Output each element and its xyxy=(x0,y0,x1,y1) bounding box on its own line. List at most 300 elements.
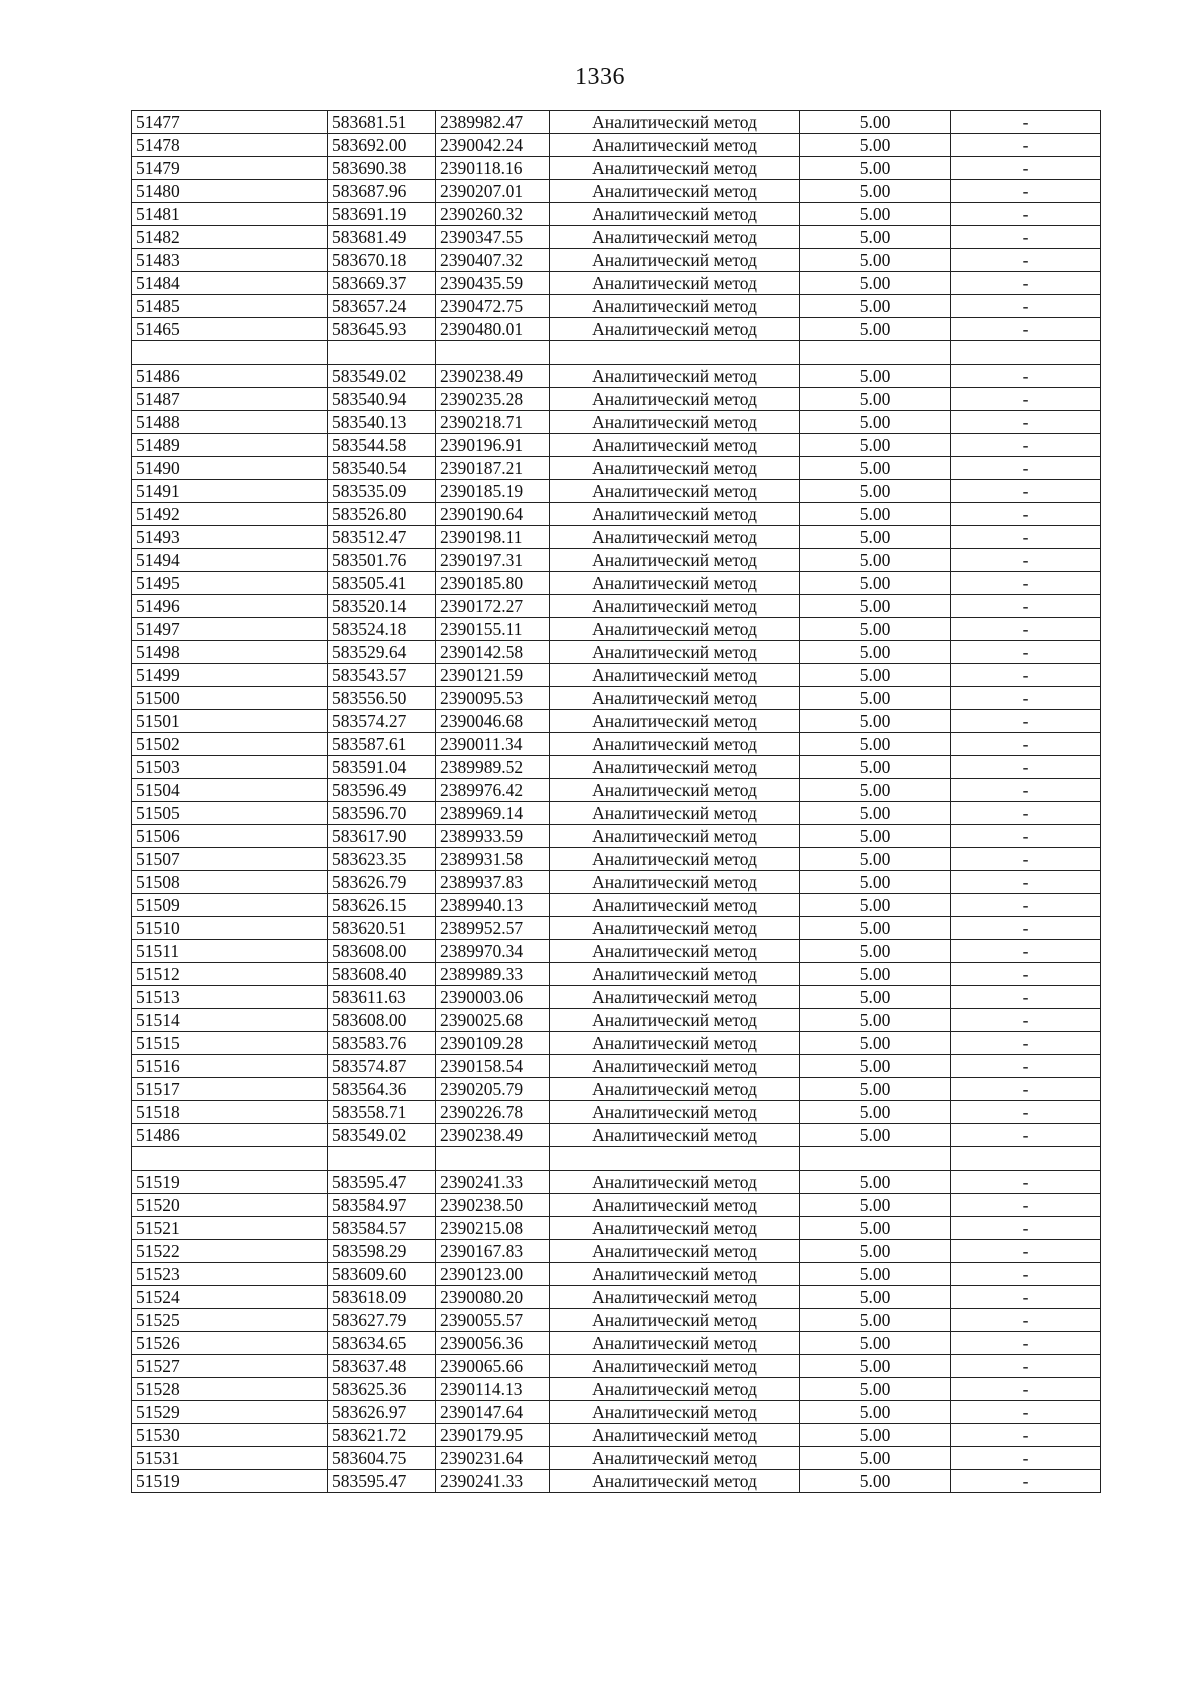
y-coordinate-cell: 2390109.28 xyxy=(436,1032,550,1055)
y-coordinate-cell: 2389952.57 xyxy=(436,917,550,940)
accuracy-cell: 5.00 xyxy=(800,1078,951,1101)
point-id-cell: 51488 xyxy=(132,411,328,434)
x-coordinate-cell: 583558.71 xyxy=(328,1101,436,1124)
y-coordinate-cell: 2390215.08 xyxy=(436,1217,550,1240)
table-row xyxy=(132,779,1101,802)
accuracy-cell: 5.00 xyxy=(800,1124,951,1147)
y-coordinate-cell: 2389989.33 xyxy=(436,963,550,986)
x-coordinate-cell: 583626.15 xyxy=(328,894,436,917)
method-cell: Аналитический метод xyxy=(550,963,800,986)
y-coordinate-cell: 2390080.20 xyxy=(436,1286,550,1309)
note-cell: - xyxy=(951,203,1101,226)
y-coordinate-cell: 2389969.14 xyxy=(436,802,550,825)
method-cell: Аналитический метод xyxy=(550,986,800,1009)
method-cell: Аналитический метод xyxy=(550,940,800,963)
empty-cell xyxy=(436,1147,550,1171)
y-coordinate-cell: 2390046.68 xyxy=(436,710,550,733)
method-cell: Аналитический метод xyxy=(550,1447,800,1470)
accuracy-cell: 5.00 xyxy=(800,411,951,434)
x-coordinate-cell: 583609.60 xyxy=(328,1263,436,1286)
accuracy-cell: 5.00 xyxy=(800,1424,951,1447)
y-coordinate-cell: 2390025.68 xyxy=(436,1009,550,1032)
method-cell: Аналитический метод xyxy=(550,157,800,180)
page-number: 1336 xyxy=(575,64,625,90)
point-id-cell: 51530 xyxy=(132,1424,328,1447)
x-coordinate-cell: 583617.90 xyxy=(328,825,436,848)
point-id-cell: 51491 xyxy=(132,480,328,503)
y-coordinate-cell: 2390238.49 xyxy=(436,365,550,388)
x-coordinate-cell: 583626.79 xyxy=(328,871,436,894)
x-coordinate-cell: 583544.58 xyxy=(328,434,436,457)
method-cell: Аналитический метод xyxy=(550,1286,800,1309)
x-coordinate-cell: 583669.37 xyxy=(328,272,436,295)
y-coordinate-cell: 2390055.57 xyxy=(436,1309,550,1332)
empty-cell xyxy=(132,1147,328,1171)
x-coordinate-cell: 583584.57 xyxy=(328,1217,436,1240)
y-coordinate-cell: 2389970.34 xyxy=(436,940,550,963)
note-cell: - xyxy=(951,848,1101,871)
point-id-cell: 51525 xyxy=(132,1309,328,1332)
accuracy-cell: 5.00 xyxy=(800,1217,951,1240)
point-id-cell: 51528 xyxy=(132,1378,328,1401)
y-coordinate-cell: 2390155.11 xyxy=(436,618,550,641)
point-id-cell: 51527 xyxy=(132,1355,328,1378)
method-cell: Аналитический метод xyxy=(550,687,800,710)
x-coordinate-cell: 583608.00 xyxy=(328,940,436,963)
accuracy-cell: 5.00 xyxy=(800,388,951,411)
table-row xyxy=(132,480,1101,503)
table-row xyxy=(132,963,1101,986)
accuracy-cell: 5.00 xyxy=(800,618,951,641)
x-coordinate-cell: 583526.80 xyxy=(328,503,436,526)
x-coordinate-cell: 583535.09 xyxy=(328,480,436,503)
x-coordinate-cell: 583574.27 xyxy=(328,710,436,733)
x-coordinate-cell: 583681.49 xyxy=(328,226,436,249)
table-row xyxy=(132,1055,1101,1078)
separator-row xyxy=(132,1147,1101,1171)
point-id-cell: 51518 xyxy=(132,1101,328,1124)
y-coordinate-cell: 2389931.58 xyxy=(436,848,550,871)
x-coordinate-cell: 583608.40 xyxy=(328,963,436,986)
method-cell: Аналитический метод xyxy=(550,848,800,871)
x-coordinate-cell: 583595.47 xyxy=(328,1470,436,1493)
note-cell: - xyxy=(951,1401,1101,1424)
point-id-cell: 51508 xyxy=(132,871,328,894)
method-cell: Аналитический метод xyxy=(550,1309,800,1332)
accuracy-cell: 5.00 xyxy=(800,710,951,733)
point-id-cell: 51498 xyxy=(132,641,328,664)
accuracy-cell: 5.00 xyxy=(800,802,951,825)
x-coordinate-cell: 583583.76 xyxy=(328,1032,436,1055)
note-cell: - xyxy=(951,411,1101,434)
point-id-cell: 51494 xyxy=(132,549,328,572)
method-cell: Аналитический метод xyxy=(550,526,800,549)
note-cell: - xyxy=(951,1309,1101,1332)
accuracy-cell: 5.00 xyxy=(800,157,951,180)
note-cell: - xyxy=(951,549,1101,572)
note-cell: - xyxy=(951,687,1101,710)
point-id-cell: 51493 xyxy=(132,526,328,549)
empty-cell xyxy=(328,1147,436,1171)
y-coordinate-cell: 2390238.50 xyxy=(436,1194,550,1217)
accuracy-cell: 5.00 xyxy=(800,986,951,1009)
note-cell: - xyxy=(951,733,1101,756)
note-cell: - xyxy=(951,618,1101,641)
note-cell: - xyxy=(951,457,1101,480)
y-coordinate-cell: 2390241.33 xyxy=(436,1470,550,1493)
x-coordinate-cell: 583584.97 xyxy=(328,1194,436,1217)
x-coordinate-cell: 583598.29 xyxy=(328,1240,436,1263)
point-id-cell: 51511 xyxy=(132,940,328,963)
empty-cell xyxy=(951,1147,1101,1171)
point-id-cell: 51480 xyxy=(132,180,328,203)
x-coordinate-cell: 583549.02 xyxy=(328,365,436,388)
note-cell: - xyxy=(951,480,1101,503)
empty-cell xyxy=(550,1147,800,1171)
point-id-cell: 51526 xyxy=(132,1332,328,1355)
y-coordinate-cell: 2390121.59 xyxy=(436,664,550,687)
x-coordinate-cell: 583604.75 xyxy=(328,1447,436,1470)
x-coordinate-cell: 583657.24 xyxy=(328,295,436,318)
accuracy-cell: 5.00 xyxy=(800,549,951,572)
point-id-cell: 51531 xyxy=(132,1447,328,1470)
accuracy-cell: 5.00 xyxy=(800,779,951,802)
method-cell: Аналитический метод xyxy=(550,295,800,318)
table-row xyxy=(132,1470,1101,1493)
table-row xyxy=(132,503,1101,526)
table-row xyxy=(132,687,1101,710)
coordinates-table-body xyxy=(132,111,1101,1493)
note-cell: - xyxy=(951,1424,1101,1447)
method-cell: Аналитический метод xyxy=(550,1470,800,1493)
y-coordinate-cell: 2389937.83 xyxy=(436,871,550,894)
accuracy-cell: 5.00 xyxy=(800,203,951,226)
note-cell: - xyxy=(951,111,1101,134)
point-id-cell: 51489 xyxy=(132,434,328,457)
note-cell: - xyxy=(951,986,1101,1009)
accuracy-cell: 5.00 xyxy=(800,111,951,134)
point-id-cell: 51497 xyxy=(132,618,328,641)
y-coordinate-cell: 2390158.54 xyxy=(436,1055,550,1078)
x-coordinate-cell: 583596.70 xyxy=(328,802,436,825)
note-cell: - xyxy=(951,180,1101,203)
x-coordinate-cell: 583670.18 xyxy=(328,249,436,272)
point-id-cell: 51507 xyxy=(132,848,328,871)
y-coordinate-cell: 2390472.75 xyxy=(436,295,550,318)
y-coordinate-cell: 2390065.66 xyxy=(436,1355,550,1378)
note-cell: - xyxy=(951,388,1101,411)
note-cell: - xyxy=(951,1124,1101,1147)
point-id-cell: 51495 xyxy=(132,572,328,595)
accuracy-cell: 5.00 xyxy=(800,318,951,341)
point-id-cell: 51483 xyxy=(132,249,328,272)
point-id-cell: 51513 xyxy=(132,986,328,1009)
note-cell: - xyxy=(951,249,1101,272)
method-cell: Аналитический метод xyxy=(550,1171,800,1194)
note-cell: - xyxy=(951,1078,1101,1101)
point-id-cell: 51502 xyxy=(132,733,328,756)
table-row xyxy=(132,733,1101,756)
point-id-cell: 51520 xyxy=(132,1194,328,1217)
note-cell: - xyxy=(951,894,1101,917)
note-cell: - xyxy=(951,226,1101,249)
point-id-cell: 51499 xyxy=(132,664,328,687)
table-row xyxy=(132,1263,1101,1286)
y-coordinate-cell: 2390196.91 xyxy=(436,434,550,457)
table-row xyxy=(132,1424,1101,1447)
y-coordinate-cell: 2389976.42 xyxy=(436,779,550,802)
accuracy-cell: 5.00 xyxy=(800,1470,951,1493)
y-coordinate-cell: 2390185.80 xyxy=(436,572,550,595)
table-row xyxy=(132,641,1101,664)
point-id-cell: 51512 xyxy=(132,963,328,986)
accuracy-cell: 5.00 xyxy=(800,295,951,318)
table-row xyxy=(132,664,1101,687)
note-cell: - xyxy=(951,434,1101,457)
point-id-cell: 51481 xyxy=(132,203,328,226)
note-cell: - xyxy=(951,272,1101,295)
point-id-cell: 51516 xyxy=(132,1055,328,1078)
note-cell: - xyxy=(951,871,1101,894)
method-cell: Аналитический метод xyxy=(550,1055,800,1078)
accuracy-cell: 5.00 xyxy=(800,272,951,295)
table-row xyxy=(132,526,1101,549)
table-row xyxy=(132,894,1101,917)
y-coordinate-cell: 2390235.28 xyxy=(436,388,550,411)
table-row xyxy=(132,134,1101,157)
method-cell: Аналитический метод xyxy=(550,871,800,894)
y-coordinate-cell: 2390167.83 xyxy=(436,1240,550,1263)
point-id-cell: 51477 xyxy=(132,111,328,134)
x-coordinate-cell: 583608.00 xyxy=(328,1009,436,1032)
method-cell: Аналитический метод xyxy=(550,1217,800,1240)
point-id-cell: 51486 xyxy=(132,1124,328,1147)
method-cell: Аналитический метод xyxy=(550,318,800,341)
method-cell: Аналитический метод xyxy=(550,756,800,779)
table-row xyxy=(132,1447,1101,1470)
note-cell: - xyxy=(951,1263,1101,1286)
method-cell: Аналитический метод xyxy=(550,1032,800,1055)
method-cell: Аналитический метод xyxy=(550,249,800,272)
table-row xyxy=(132,1401,1101,1424)
note-cell: - xyxy=(951,1447,1101,1470)
x-coordinate-cell: 583625.36 xyxy=(328,1378,436,1401)
accuracy-cell: 5.00 xyxy=(800,595,951,618)
table-row xyxy=(132,457,1101,480)
table-row xyxy=(132,940,1101,963)
note-cell: - xyxy=(951,1101,1101,1124)
empty-cell xyxy=(436,341,550,365)
method-cell: Аналитический метод xyxy=(550,434,800,457)
accuracy-cell: 5.00 xyxy=(800,1355,951,1378)
method-cell: Аналитический метод xyxy=(550,272,800,295)
method-cell: Аналитический метод xyxy=(550,572,800,595)
point-id-cell: 51500 xyxy=(132,687,328,710)
method-cell: Аналитический метод xyxy=(550,1194,800,1217)
table-row xyxy=(132,318,1101,341)
y-coordinate-cell: 2390260.32 xyxy=(436,203,550,226)
y-coordinate-cell: 2389989.52 xyxy=(436,756,550,779)
accuracy-cell: 5.00 xyxy=(800,1055,951,1078)
y-coordinate-cell: 2390218.71 xyxy=(436,411,550,434)
method-cell: Аналитический метод xyxy=(550,1240,800,1263)
table-row xyxy=(132,1101,1101,1124)
note-cell: - xyxy=(951,1217,1101,1240)
x-coordinate-cell: 583620.51 xyxy=(328,917,436,940)
point-id-cell: 51496 xyxy=(132,595,328,618)
y-coordinate-cell: 2390123.00 xyxy=(436,1263,550,1286)
x-coordinate-cell: 583595.47 xyxy=(328,1171,436,1194)
point-id-cell: 51523 xyxy=(132,1263,328,1286)
accuracy-cell: 5.00 xyxy=(800,825,951,848)
point-id-cell: 51478 xyxy=(132,134,328,157)
point-id-cell: 51505 xyxy=(132,802,328,825)
method-cell: Аналитический метод xyxy=(550,618,800,641)
y-coordinate-cell: 2390172.27 xyxy=(436,595,550,618)
table-row xyxy=(132,1378,1101,1401)
table-row xyxy=(132,1194,1101,1217)
accuracy-cell: 5.00 xyxy=(800,894,951,917)
table-row xyxy=(132,434,1101,457)
accuracy-cell: 5.00 xyxy=(800,1286,951,1309)
x-coordinate-cell: 583687.96 xyxy=(328,180,436,203)
table-row xyxy=(132,756,1101,779)
y-coordinate-cell: 2390011.34 xyxy=(436,733,550,756)
x-coordinate-cell: 583690.38 xyxy=(328,157,436,180)
method-cell: Аналитический метод xyxy=(550,134,800,157)
point-id-cell: 51486 xyxy=(132,365,328,388)
method-cell: Аналитический метод xyxy=(550,1355,800,1378)
table-row xyxy=(132,388,1101,411)
table-row xyxy=(132,986,1101,1009)
method-cell: Аналитический метод xyxy=(550,1009,800,1032)
x-coordinate-cell: 583556.50 xyxy=(328,687,436,710)
accuracy-cell: 5.00 xyxy=(800,180,951,203)
x-coordinate-cell: 583645.93 xyxy=(328,318,436,341)
note-cell: - xyxy=(951,503,1101,526)
note-cell: - xyxy=(951,1009,1101,1032)
method-cell: Аналитический метод xyxy=(550,1401,800,1424)
note-cell: - xyxy=(951,963,1101,986)
point-id-cell: 51510 xyxy=(132,917,328,940)
table-row xyxy=(132,917,1101,940)
method-cell: Аналитический метод xyxy=(550,1332,800,1355)
method-cell: Аналитический метод xyxy=(550,503,800,526)
y-coordinate-cell: 2390231.64 xyxy=(436,1447,550,1470)
y-coordinate-cell: 2390205.79 xyxy=(436,1078,550,1101)
table-row xyxy=(132,802,1101,825)
coordinates-table xyxy=(131,110,1101,1493)
table-row xyxy=(132,203,1101,226)
y-coordinate-cell: 2390198.11 xyxy=(436,526,550,549)
note-cell: - xyxy=(951,917,1101,940)
y-coordinate-cell: 2390095.53 xyxy=(436,687,550,710)
point-id-cell: 51517 xyxy=(132,1078,328,1101)
table-row xyxy=(132,1032,1101,1055)
point-id-cell: 51482 xyxy=(132,226,328,249)
point-id-cell: 51514 xyxy=(132,1009,328,1032)
method-cell: Аналитический метод xyxy=(550,549,800,572)
x-coordinate-cell: 583634.65 xyxy=(328,1332,436,1355)
x-coordinate-cell: 583540.13 xyxy=(328,411,436,434)
note-cell: - xyxy=(951,641,1101,664)
accuracy-cell: 5.00 xyxy=(800,1240,951,1263)
y-coordinate-cell: 2390347.55 xyxy=(436,226,550,249)
note-cell: - xyxy=(951,802,1101,825)
accuracy-cell: 5.00 xyxy=(800,917,951,940)
method-cell: Аналитический метод xyxy=(550,641,800,664)
note-cell: - xyxy=(951,595,1101,618)
x-coordinate-cell: 583596.49 xyxy=(328,779,436,802)
x-coordinate-cell: 583505.41 xyxy=(328,572,436,595)
method-cell: Аналитический метод xyxy=(550,894,800,917)
empty-cell xyxy=(800,1147,951,1171)
point-id-cell: 51522 xyxy=(132,1240,328,1263)
note-cell: - xyxy=(951,1032,1101,1055)
point-id-cell: 51519 xyxy=(132,1171,328,1194)
accuracy-cell: 5.00 xyxy=(800,1447,951,1470)
y-coordinate-cell: 2390003.06 xyxy=(436,986,550,1009)
accuracy-cell: 5.00 xyxy=(800,434,951,457)
y-coordinate-cell: 2390118.16 xyxy=(436,157,550,180)
point-id-cell: 51484 xyxy=(132,272,328,295)
y-coordinate-cell: 2390056.36 xyxy=(436,1332,550,1355)
method-cell: Аналитический метод xyxy=(550,917,800,940)
table-row xyxy=(132,365,1101,388)
note-cell: - xyxy=(951,940,1101,963)
method-cell: Аналитический метод xyxy=(550,180,800,203)
accuracy-cell: 5.00 xyxy=(800,134,951,157)
empty-cell xyxy=(132,341,328,365)
note-cell: - xyxy=(951,1332,1101,1355)
point-id-cell: 51521 xyxy=(132,1217,328,1240)
note-cell: - xyxy=(951,318,1101,341)
separator-row xyxy=(132,341,1101,365)
accuracy-cell: 5.00 xyxy=(800,480,951,503)
y-coordinate-cell: 2390407.32 xyxy=(436,249,550,272)
table-row xyxy=(132,1286,1101,1309)
table-row xyxy=(132,1078,1101,1101)
table-row xyxy=(132,295,1101,318)
point-id-cell: 51503 xyxy=(132,756,328,779)
x-coordinate-cell: 583501.76 xyxy=(328,549,436,572)
method-cell: Аналитический метод xyxy=(550,1101,800,1124)
table-row xyxy=(132,180,1101,203)
accuracy-cell: 5.00 xyxy=(800,963,951,986)
method-cell: Аналитический метод xyxy=(550,1124,800,1147)
table-row xyxy=(132,618,1101,641)
x-coordinate-cell: 583529.64 xyxy=(328,641,436,664)
table-row xyxy=(132,549,1101,572)
y-coordinate-cell: 2390480.01 xyxy=(436,318,550,341)
note-cell: - xyxy=(951,1171,1101,1194)
table-row xyxy=(132,411,1101,434)
x-coordinate-cell: 583540.94 xyxy=(328,388,436,411)
method-cell: Аналитический метод xyxy=(550,802,800,825)
point-id-cell: 51515 xyxy=(132,1032,328,1055)
accuracy-cell: 5.00 xyxy=(800,1332,951,1355)
method-cell: Аналитический метод xyxy=(550,1263,800,1286)
point-id-cell: 51519 xyxy=(132,1470,328,1493)
method-cell: Аналитический метод xyxy=(550,388,800,411)
x-coordinate-cell: 583637.48 xyxy=(328,1355,436,1378)
method-cell: Аналитический метод xyxy=(550,457,800,480)
point-id-cell: 51509 xyxy=(132,894,328,917)
method-cell: Аналитический метод xyxy=(550,664,800,687)
x-coordinate-cell: 583540.54 xyxy=(328,457,436,480)
table-row xyxy=(132,272,1101,295)
method-cell: Аналитический метод xyxy=(550,779,800,802)
